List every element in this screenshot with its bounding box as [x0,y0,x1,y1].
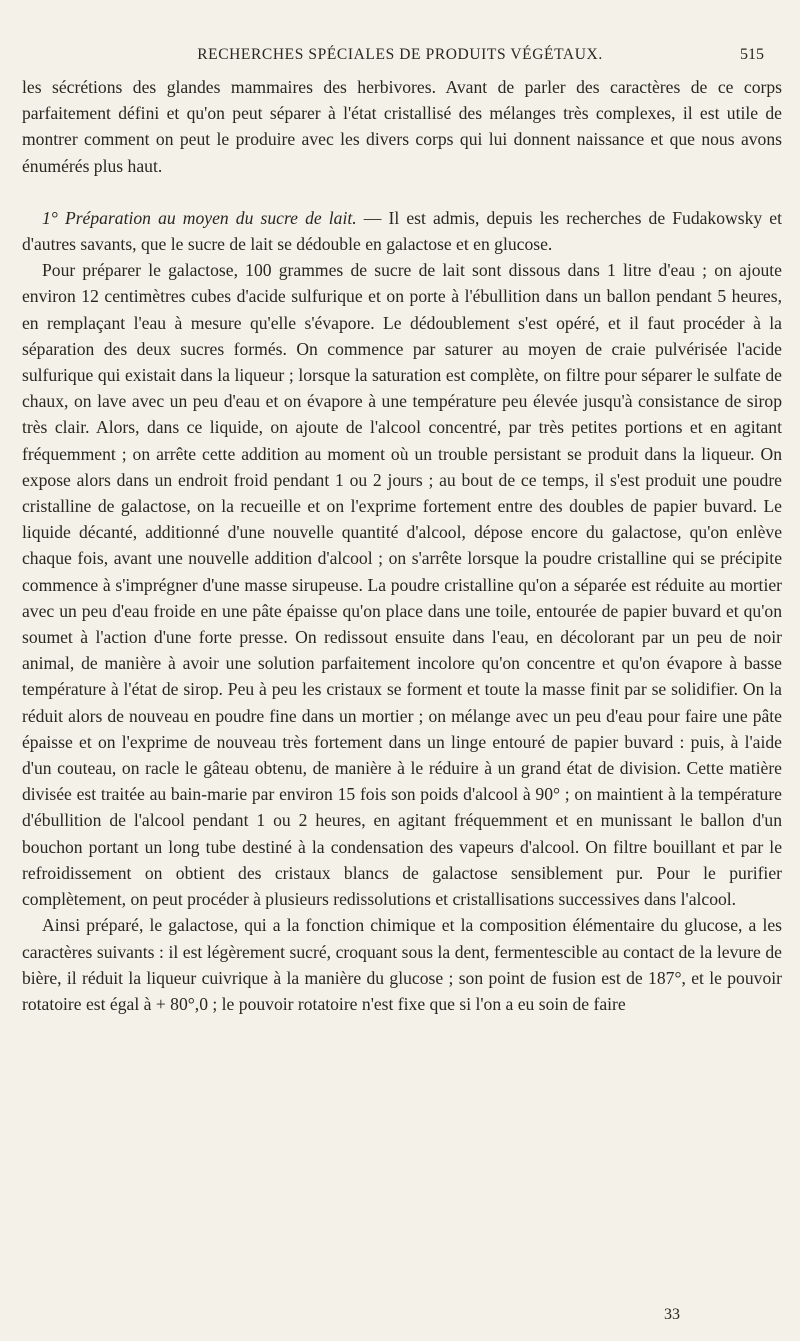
section-heading: 1° Préparation au moyen du sucre de lait. [42,207,357,228]
body-text [22,74,782,1017]
paragraph-1: les sécrétions des glandes mammaires des herbivores. Avant de parler des caractères de ce corps parfaitement défini et qu'on peut séparer à l'état cristallisé des mélanges très complexes, il est utile de montrer comment on peut le produire avec les divers corps qui lui donnent naissance et que nous avons énumérés plus haut. [22,77,782,176]
running-title: RECHERCHES SPÉCIALES DE PRODUITS VÉGÉTAUX. [197,46,603,63]
page-header [22,44,778,68]
paragraph-4: Ainsi préparé, le galactose, qui a la fonction chimique et la composition élémentaire du glucose, a les caractères suivants : il est légèrement sucré, croquant sous la dent, fermentescible au contact de la levure de bière, il réduit la liqueur cuivrique à la manière du glucose ; son point de fusion est de 187°, et le pouvoir rotatoire est égal à + 80°,0 ; le pouvoir rotatoire n'est fixe que si l'on a eu soin de faire [22,915,782,1014]
paragraph-2-text: — Il est admis, depuis les recherches de Fudakowsky et d'autres savants, que le sucre de lait se dédouble en galactose et en glucose. [22,207,782,255]
paragraph-3: Pour préparer le galactose, 100 grammes de sucre de lait sont dissous dans 1 litre d'eau ; on ajoute environ 12 centimètres cubes d'acide sulfurique et on porte à l'ébullition dans un ballon pendant 5 heures, en remplaçant l'eau à mesure qu'elle s'évapore. Le dédoublement s'est opéré, et il faut procéder à la séparation des deux sucres formés. On commence par saturer au moyen de craie pulvérisée l'acide sulfurique qui existait dans la liqueur ; lorsque la saturation est complète, on filtre pour séparer le sulfate de chaux, on lave avec un peu d'eau et on évapore à une température peu élevée jusqu'à consistance de sirop très clair. Alors, dans ce liquide, on ajoute de l'alcool concentré, par très petites portions et en agitant fréquemment ; on arrête cette addition au moment où un trouble persistant se produit dans la liqueur. On expose alors dans un endroit froid pendant 1 ou 2 jours ; au bout de ce temps, il s'est produit une poudre cristalline de galactose, on la recueille et on l'exprime fortement entre des doubles de papier buvard. Le liquide décanté, additionné d'une nouvelle quantité d'alcool, dépose encore du galactose, qu'on enlève chaque fois, avant une nouvelle addition d'alcool ; on s'arrête lorsque la poudre cristalline qui se précipite commence à s'imprégner d'une masse sirupeuse. La poudre cristalline qu'on a séparée est réduite au mortier avec un peu d'eau froide en une pâte épaisse qu'on place dans une toile, entourée de papier buvard et qu'on soumet à l'action d'une forte presse. On redissout ensuite dans l'eau, en décolorant par un peu de noir animal, de manière à avoir une solution parfaitement incolore qu'on concentre et qu'on évapore à basse température à l'état de sirop. Peu à peu les cristaux se forment et toute la masse finit par se solidifier. On la réduit alors de nouveau en poudre fine dans un mortier ; on mélange avec un peu d'eau pour faire une pâte épaisse et on l'exprime de nouveau très fortement dans un linge entouré de papier buvard : puis, à l'aide d'un couteau, on racle le gâteau obtenu, de manière à le réduire à un grand état de division. Cette matière divisée est traitée au bain-marie par environ 15 fois son poids d'alcool à 90° ; on maintient à la température d'ébullition de l'alcool pendant 1 ou 2 heures, en agitant fréquemment et en munissant le ballon d'un bouchon portant un long tube destiné à la condensation des vapeurs d'alcool. On filtre bouillant et par le refroidissement on obtient des cristaux blancs de galactose sensiblement pur. Pour le purifier complètement, on peut procéder à plusieurs redissolutions et cristallisations successives dans l'alcool. [22,260,782,910]
page-number: 515 [740,46,764,63]
paragraph-2 [22,205,782,257]
signature-mark: 33 [664,1306,680,1323]
